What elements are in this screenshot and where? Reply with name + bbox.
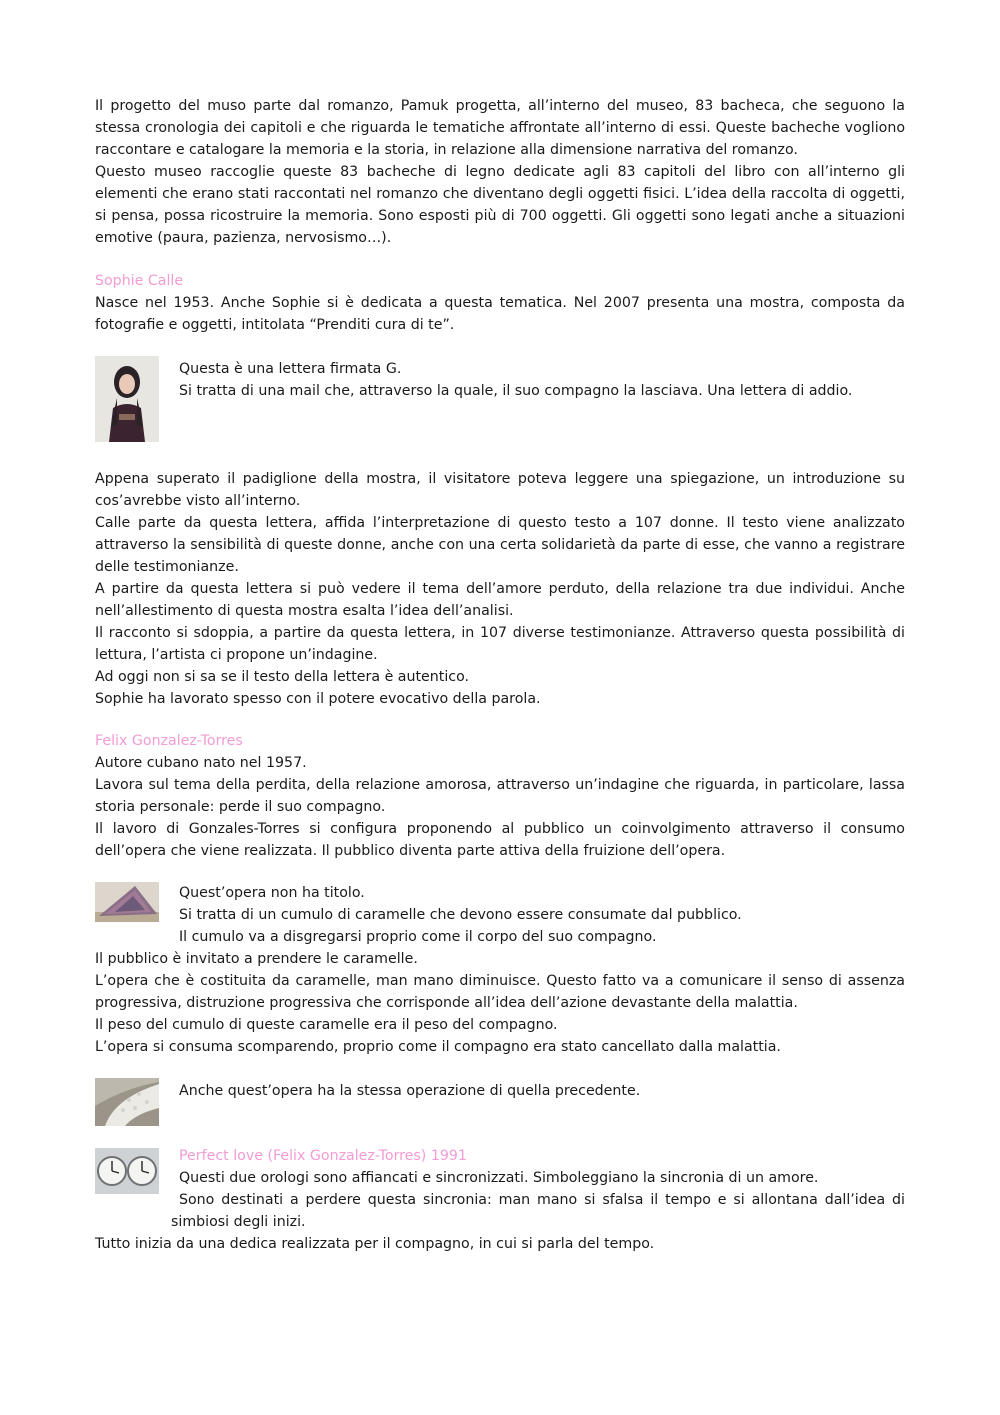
candy-body xyxy=(95,948,905,1058)
second-artwork-caption xyxy=(179,1080,905,1102)
candy-spill-image xyxy=(95,1078,159,1126)
two-clocks-image xyxy=(95,1148,159,1194)
sophie-paragraph-3: A partire da questa lettera si può vedere il tema dell’amore perduto, della relazione tra due individui. Anche nell’allestimento di questa mostra esalta l’idea dell’analisi. xyxy=(95,581,905,619)
sophie-body xyxy=(95,468,905,710)
candy-pile-image xyxy=(95,882,159,922)
perfect-love-title: Perfect love (Felix Gonzalez-Torres) 1991 xyxy=(179,1148,467,1164)
felix-paragraph-2: Lavora sul tema della perdita, della relazione amorosa, attraverso un’indagine che riguarda, in particolare, lassa storia personale: perde il suo compagno. xyxy=(95,777,905,815)
candy-paragraph-2: L’opera che è costituita da caramelle, man mano diminuisce. Questo fatto va a comunicare il senso di assenza progressiva, distruzione progressiva che corrisponde all’idea dell’azione devastante della malattia. xyxy=(95,973,905,1011)
sophie-paragraph-6: Sophie ha lavorato spesso con il potere evocativo della parola. xyxy=(95,691,541,707)
sophie-paragraph-1: Appena superato il padiglione della mostra, il visitatore poteva leggere una spiegazione, un introduzione su cos’avrebbe visto all’interno. xyxy=(95,471,905,509)
sophie-paragraph-5: Ad oggi non si sa se il testo della lettera è autentico. xyxy=(95,669,470,685)
perfect-love-line-2: Sono destinati a perdere questa sincronia: man mano si sfalsa il tempo e si allontana dall’idea di simbiosi degli inizi. xyxy=(171,1192,905,1230)
felix-paragraph-1: Autore cubano nato nel 1957. xyxy=(95,755,307,771)
perfect-love-caption xyxy=(179,1145,905,1189)
sophie-caption-line-2: Si tratta di una mail che, attraverso la quale, il suo compagno la lasciava. Una lettera di addio. xyxy=(179,383,853,399)
felix-intro xyxy=(95,752,905,862)
sophie-intro-paragraph: Nasce nel 1953. Anche Sophie si è dedicata a questa tematica. Nel 2007 presenta una mostra, composta da fotografie e oggetti, intitolata “Prenditi cura di te”. xyxy=(95,295,905,333)
sophie-calle-portrait-image xyxy=(95,356,159,442)
sophie-paragraph-2: Calle parte da questa lettera, affida l’interpretazione di questo testo a 107 donne. Il testo viene analizzato attraverso la sensibilità di queste donne, anche con una certa solidarietà da parte di esse, che vanno a registrare delle testimonianze. xyxy=(95,515,905,575)
candy-paragraph-3: Il peso del cumulo di queste caramelle era il peso del compagno. xyxy=(95,1017,558,1033)
heading-felix-gonzalez-torres: Felix Gonzalez-Torres xyxy=(95,733,243,749)
candy-paragraph-4: L’opera si consuma scomparendo, proprio come il compagno era stato cancellato dalla malattia. xyxy=(95,1039,781,1055)
closing-section xyxy=(95,1233,905,1255)
sophie-paragraph-4: Il racconto si sdoppia, a partire da questa lettera, in 107 diverse testimonianze. Attraverso questa possibilità di lettura, l’artista ci propone un’indagine. xyxy=(95,625,905,663)
candy-caption-line-1: Quest’opera non ha titolo. xyxy=(179,885,365,901)
intro-paragraph-2: Questo museo raccoglie queste 83 bacheche di legno dedicate agli 83 capitoli del libro con all’interno gli elementi che erano stati raccontati nel romanzo che diventano degli oggetti fisici. L’idea della raccolta di oggetti, si pensa, possa ricostruire la memoria. Sono esposti più di 700 oggetti. Gli oggetti sono legati anche a situazioni emotive (paura, pazienza, nervosismo…). xyxy=(95,164,905,246)
candy-caption xyxy=(179,882,905,948)
perfect-love-continued xyxy=(171,1189,905,1233)
candy-caption-line-2: Si tratta di un cumulo di caramelle che devono essere consumate dal pubblico. xyxy=(179,907,742,923)
sophie-intro xyxy=(95,292,905,336)
second-artwork-caption-text: Anche quest’opera ha la stessa operazione di quella precedente. xyxy=(179,1083,641,1099)
felix-paragraph-3: Il lavoro di Gonzales-Torres si configura proponendo al pubblico un coinvolgimento attraverso il consumo dell’opera che viene realizzata. Il pubblico diventa parte attiva della fruizione dell’opera. xyxy=(95,821,905,859)
closing-paragraph: Tutto inizia da una dedica realizzata per il compagno, in cui si parla del tempo. xyxy=(95,1236,655,1252)
candy-caption-line-3: Il cumulo va a disgregarsi proprio come il corpo del suo compagno. xyxy=(179,929,657,945)
candy-paragraph-1: Il pubblico è invitato a prendere le caramelle. xyxy=(95,951,418,967)
perfect-love-line-1: Questi due orologi sono affiancati e sincronizzati. Simboleggiano la sincronia di un amore. xyxy=(179,1170,819,1186)
intro-section xyxy=(95,95,905,249)
heading-sophie-calle: Sophie Calle xyxy=(95,273,184,289)
intro-paragraph-1: Il progetto del muso parte dal romanzo, Pamuk progetta, all’interno del museo, 83 bacheca, che seguono la stessa cronologia dei capitoli e che riguarda le tematiche affrontate all’interno di essi. Queste bacheche vogliono raccontare e catalogare la memoria e la storia, in relazione alla dimensione narrativa del romanzo. xyxy=(95,98,905,158)
sophie-caption-line-1: Questa è una lettera firmata G. xyxy=(179,361,402,377)
sophie-caption xyxy=(179,358,905,402)
